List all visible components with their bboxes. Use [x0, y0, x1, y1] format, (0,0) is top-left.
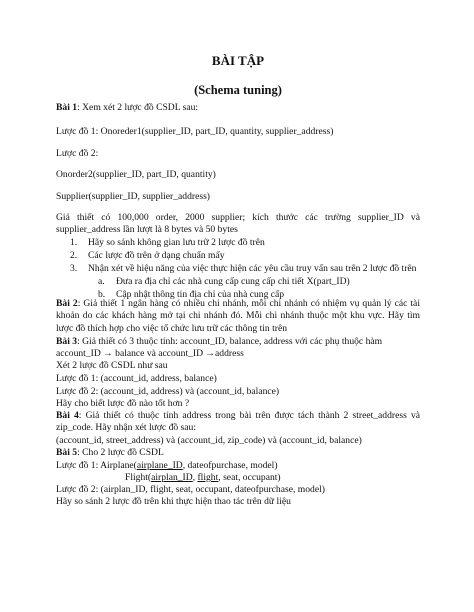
bai1-assumption: Giả thiết có 100,000 order, 2000 supplier; kích thước các trường supplier_ID và supplier_address lần lượt là 8 bytes và 50 bytes [56, 212, 420, 236]
bai3-schema2: Lược đồ 2: (account_id, address) và (account_id, balance) [56, 386, 280, 397]
bai5-intro: Bài 5: Cho 2 lược đồ CSDL [56, 447, 164, 458]
bai4-paragraph: Bài 4: Giả thiết có thuộc tính address trong bài trên được tách thành 2 street_address và zip_code. Hãy nhận xét lược đồ sau: [56, 410, 420, 434]
bai1-item-3: 3. Nhận xét về hiệu năng của việc thực hiện các yêu cầu truy vấn sau trên 2 lược đồ trên [70, 263, 417, 274]
bai2-paragraph: Bài 2: Giả thiết 1 ngân hàng có nhiều chi nhánh, mỗi chi nhánh có nhiệm vụ quản lý các tài khoản do các khách hàng mở tại chi nhánh đó. Mỗi chi nhánh thuộc một khu vực. Hãy tìm lược đồ thích hợp cho việc tổ chức lưu trữ các thông tin trên [56, 298, 420, 334]
bai1-schema2-onorder: Onorder2(supplier_ID, part_ID, quantity) [56, 169, 216, 180]
bai3-intro: Bài 3: Giả thiết có 3 thuộc tính: account_ID, balance, address với các phụ thuộc hàm [56, 336, 383, 347]
bai3-functional-dependencies: account_ID → balance và account_ID →address [56, 348, 244, 359]
bai3-schema1: Lược đồ 1: (account_id, address, balance) [56, 373, 217, 384]
bai5-schema1-flight: Flight(airplan_ID, flight, seat, occupant) [125, 472, 281, 483]
bai1-subitem-a: a. Đưa ra địa chỉ các nhà cung cấp cung cấp chi tiết X(part_ID) [98, 276, 350, 287]
page-title: BÀI TẬP [211, 53, 265, 68]
page-subtitle: (Schema tuning) [194, 83, 282, 97]
bai1-schema2-label: Lược đồ 2: [56, 148, 99, 159]
bai1-item-2: 2. Các lược đồ trên ở dạng chuẩn mấy [70, 250, 225, 261]
bai1-item-1: 1. Hãy so sánh không gian lưu trữ 2 lược đồ trên [70, 237, 265, 248]
bai5-schema2: Lược đồ 2: (airplan_ID, flight, seat, occupant, dateofpurchase, model) [56, 484, 325, 495]
bai1-intro: Bài 1: Xem xét 2 lược đồ CSDL sau: [56, 102, 199, 113]
bai1-schema1: Lược đồ 1: Onoreder1(supplier_ID, part_ID, quantity, supplier_address) [56, 126, 334, 137]
bai4-schema: (account_id, street_address) và (account_id, zip_code) và (account_id, balance) [56, 435, 362, 446]
bai5-question: Hãy so sánh 2 lược đồ trên khi thực hiện thao tác trên dữ liệu [56, 496, 291, 507]
bai1-schema2-supplier: Supplier(supplier_ID, supplier_address) [56, 191, 211, 202]
bai3-question: Hãy cho biết lược đồ nào tốt hơn ? [56, 398, 190, 409]
bai5-schema1-airplane: Lược đồ 1: Airplane(airplane_ID, dateofpurchase, model) [56, 460, 278, 471]
bai1-subitem-b: b. Cập nhật thông tin địa chỉ của nhà cung cấp [98, 289, 285, 300]
bai3-compare: Xét 2 lược đồ CSDL như sau [56, 360, 168, 371]
